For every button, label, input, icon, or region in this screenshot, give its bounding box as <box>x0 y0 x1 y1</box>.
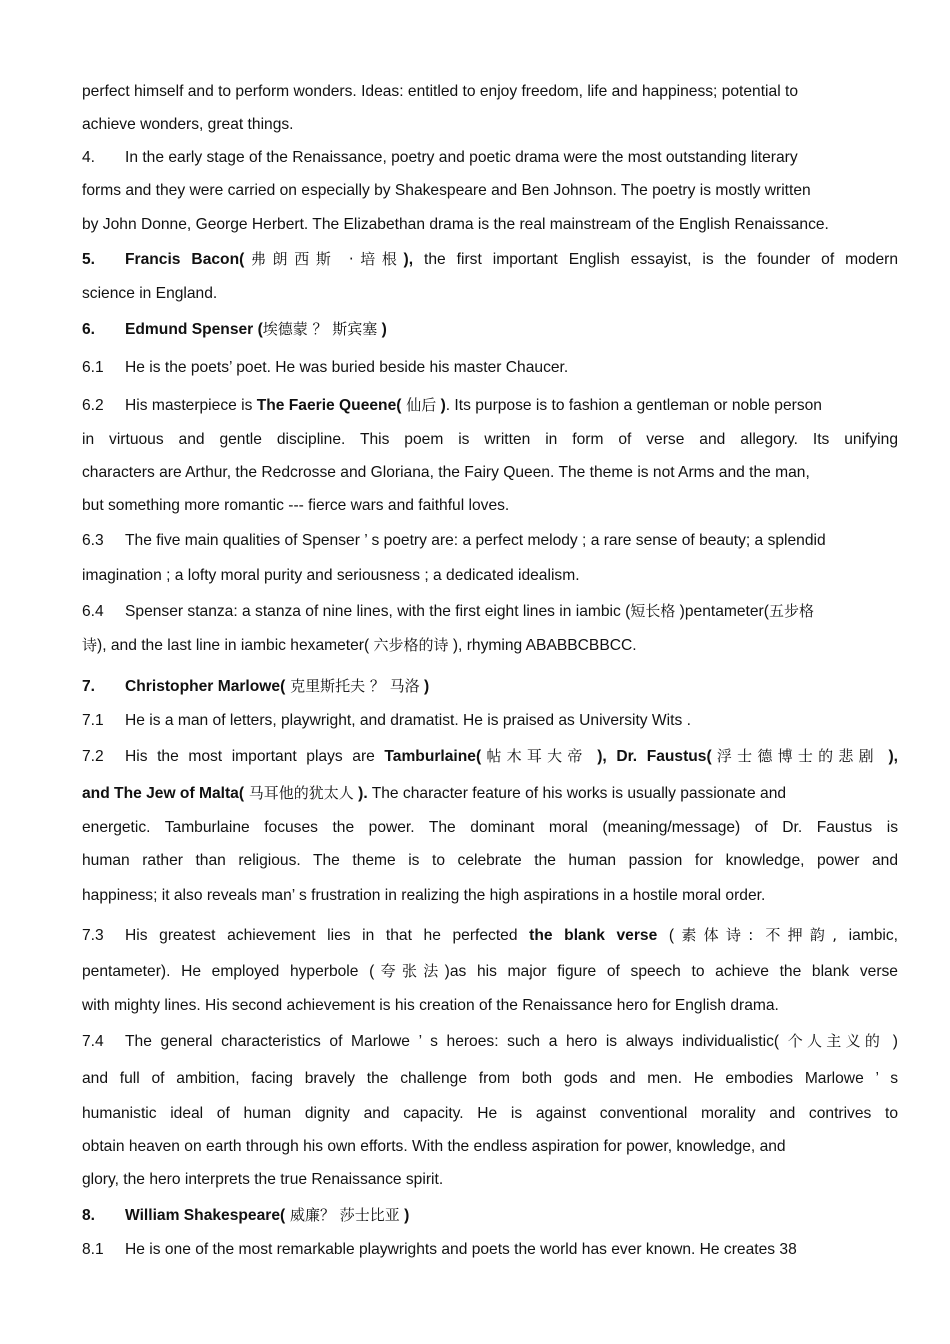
body-text: He is one of the most remarkable playwrights and poets the world has ever known. He creates 38 <box>125 1241 797 1258</box>
item-number: 7.1 <box>82 712 104 729</box>
body-text: The general characteristics of Marlowe ’ s heroes: such a hero is always individualistic( <box>125 1033 788 1050</box>
chinese-text: 帖木耳大帝 <box>481 747 588 765</box>
bold-text: ), <box>403 251 414 268</box>
bold-text: ), <box>878 748 898 765</box>
text-line <box>82 463 810 483</box>
body-text: His greatest achievement lies in that he perfected <box>125 927 530 944</box>
text-line <box>82 783 786 804</box>
body-text: perfect himself and to perform wonders. Ideas: entitled to enjoy freedom, life and happiness; potential to <box>82 83 798 100</box>
body-text: ), rhyming ABABBCBBCC. <box>448 637 637 654</box>
body-text: He is a man of letters, playwright, and dramatist. He is praised as University Wits . <box>125 712 691 729</box>
text-line <box>82 886 765 906</box>
bold-text: the blank verse <box>529 927 658 944</box>
chinese-text: 埃德蒙 ？ 斯宾塞 <box>262 320 378 338</box>
item-number: 4. <box>82 149 96 166</box>
text-line <box>82 215 829 235</box>
text-line <box>82 601 814 622</box>
body-text: science in England. <box>82 285 218 302</box>
text-line <box>82 1205 409 1226</box>
text-line <box>82 676 429 697</box>
body-text: The five main qualities of Spenser ’ s poetry are: a perfect melody ; a rare sense of beauty; a splendid <box>125 532 826 549</box>
body-text: )pentameter( <box>675 603 769 620</box>
item-number: 6. <box>82 321 96 338</box>
item-number: 6.4 <box>82 603 104 620</box>
item-number: 8. <box>82 1207 96 1224</box>
body-text: In the early stage of the Renaissance, poetry and poetic drama were the most outstanding literary <box>125 149 798 166</box>
text-line <box>82 358 568 378</box>
body-text: in virtuous and gentle discipline. This poem is written in form of verse and allegory. Its unifying <box>82 431 898 448</box>
item-number: 7.4 <box>82 1033 104 1050</box>
body-text: obtain heaven on earth through his own efforts. With the endless aspiration for power, knowledge, and <box>82 1138 786 1155</box>
body-text: forms and they were carried on especially by Shakespeare and Ben Johnson. The poetry is mostly written <box>82 182 811 199</box>
chinese-text: 个人主义的 <box>787 1032 885 1050</box>
body-text: ( <box>657 927 675 944</box>
item-number: 7. <box>82 678 96 695</box>
body-text: )as his major figure of speech to achieve the blank verse <box>444 963 898 980</box>
body-text: . Its purpose is to fashion a gentleman or noble person <box>445 397 822 414</box>
text-line <box>82 430 898 450</box>
body-text: but something more romantic --- fierce wars and faithful loves. <box>82 497 510 514</box>
text-line <box>82 1031 898 1052</box>
bold-text: Tamburlaine( <box>384 748 482 765</box>
chinese-text: 马耳他的犹太人 <box>244 784 354 802</box>
item-number: 6.2 <box>82 397 104 414</box>
bold-text: ) <box>419 678 430 695</box>
text-line <box>82 319 387 340</box>
item-number: 8.1 <box>82 1241 104 1258</box>
body-text: His the most important plays are <box>125 748 385 765</box>
text-line <box>82 181 811 201</box>
chinese-text: 夸张法 <box>374 962 445 980</box>
body-text: glory, the hero interprets the true Renaissance spirit. <box>82 1171 444 1188</box>
text-line <box>82 284 217 304</box>
text-line <box>82 925 898 946</box>
item-number: 7.3 <box>82 927 104 944</box>
text-line <box>82 1069 898 1089</box>
body-text: iambic, <box>836 927 898 944</box>
text-line <box>82 531 826 551</box>
text-line <box>82 82 798 102</box>
item-number: 6.3 <box>82 532 104 549</box>
body-text: and full of ambition, facing bravely the challenge from both gods and men. He embodies Marlowe ’ s <box>82 1070 898 1087</box>
body-text: His masterpiece is <box>125 397 257 414</box>
text-line <box>82 249 898 270</box>
body-text: humanistic ideal of human dignity and capacity. He is against conventional morality and contrives to <box>82 1105 898 1122</box>
body-text: by John Donne, George Herbert. The Elizabethan drama is the real mainstream of the English Renaissance. <box>82 216 829 233</box>
chinese-text: 诗 <box>82 636 98 654</box>
body-text: energetic. Tamburlaine focuses the power. The dominant moral (meaning/message) of Dr. Faustus is <box>82 819 898 836</box>
body-text: achieve wonders, great things. <box>82 116 294 133</box>
bold-text: Edmund Spenser ( <box>125 321 263 338</box>
text-line <box>82 746 898 767</box>
chinese-text: 弗朗西斯 ·培根 <box>244 250 404 268</box>
text-line <box>82 566 580 586</box>
text-line <box>82 996 779 1016</box>
bold-text: ). <box>353 785 368 802</box>
chinese-text: 仙后 <box>401 396 437 414</box>
text-line <box>82 1240 797 1260</box>
body-text: happiness; it also reveals man’ s frustration in realizing the high aspirations in a hostile moral order. <box>82 887 766 904</box>
bold-text: Christopher Marlowe( <box>125 678 286 695</box>
body-text: characters are Arthur, the Redcrosse and Gloriana, the Fairy Queen. The theme is not Arms and the man, <box>82 464 810 481</box>
text-line <box>82 1170 443 1190</box>
chinese-text: 短长格 <box>630 602 676 620</box>
body-text: the first important English essayist, is the founder of modern <box>413 251 898 268</box>
body-text: human rather than religious. The theme is to celebrate the human passion for knowledge, power and <box>82 852 898 869</box>
bold-text: ) <box>436 397 446 414</box>
body-text: with mighty lines. His second achievement is his creation of the Renaissance hero for English drama. <box>82 997 779 1014</box>
text-line <box>82 496 509 516</box>
text-line <box>82 635 637 656</box>
bold-text: The Faerie Queene( <box>256 397 402 414</box>
body-text: He is the poets’ poet. He was buried beside his master Chaucer. <box>125 359 569 376</box>
text-line <box>82 148 798 168</box>
text-line <box>82 851 898 871</box>
text-line <box>82 1104 898 1124</box>
item-number: 7.2 <box>82 748 104 765</box>
text-line <box>82 961 898 982</box>
text-line <box>82 711 691 731</box>
chinese-text: 素体诗: 不押韵, <box>674 926 837 944</box>
body-text: ), and the last line in iambic hexameter( <box>97 637 374 654</box>
item-number: 5. <box>82 251 96 268</box>
body-text: Spenser stanza: a stanza of nine lines, with the first eight lines in iambic ( <box>125 603 631 620</box>
text-line <box>82 818 898 838</box>
chinese-text: 五步格 <box>768 602 814 620</box>
bold-text: Francis Bacon( <box>125 251 245 268</box>
bold-text: ) <box>377 321 387 338</box>
body-text: The character feature of his works is usually passionate and <box>367 785 787 802</box>
body-text: ) <box>884 1033 899 1050</box>
bold-text: William Shakespeare( <box>125 1207 286 1224</box>
chinese-text: 六步格的诗 <box>373 636 449 654</box>
chinese-text: 克里斯托夫 ？ 马洛 <box>285 677 420 695</box>
body-text: pentameter). He employed hyperbole ( <box>82 963 375 980</box>
bold-text: and The Jew of Malta( <box>82 785 245 802</box>
item-number: 6.1 <box>82 359 104 376</box>
bold-text: ) <box>399 1207 410 1224</box>
text-line <box>82 115 294 135</box>
text-line <box>82 1137 786 1157</box>
chinese-text: 浮士德博士的悲剧 <box>711 747 879 765</box>
text-line <box>82 395 822 416</box>
chinese-text: 威廉？ 莎士比亚 <box>285 1206 400 1224</box>
bold-text: ), Dr. Faustus( <box>587 748 712 765</box>
body-text: imagination ; a lofty moral purity and seriousness ; a dedicated idealism. <box>82 567 580 584</box>
